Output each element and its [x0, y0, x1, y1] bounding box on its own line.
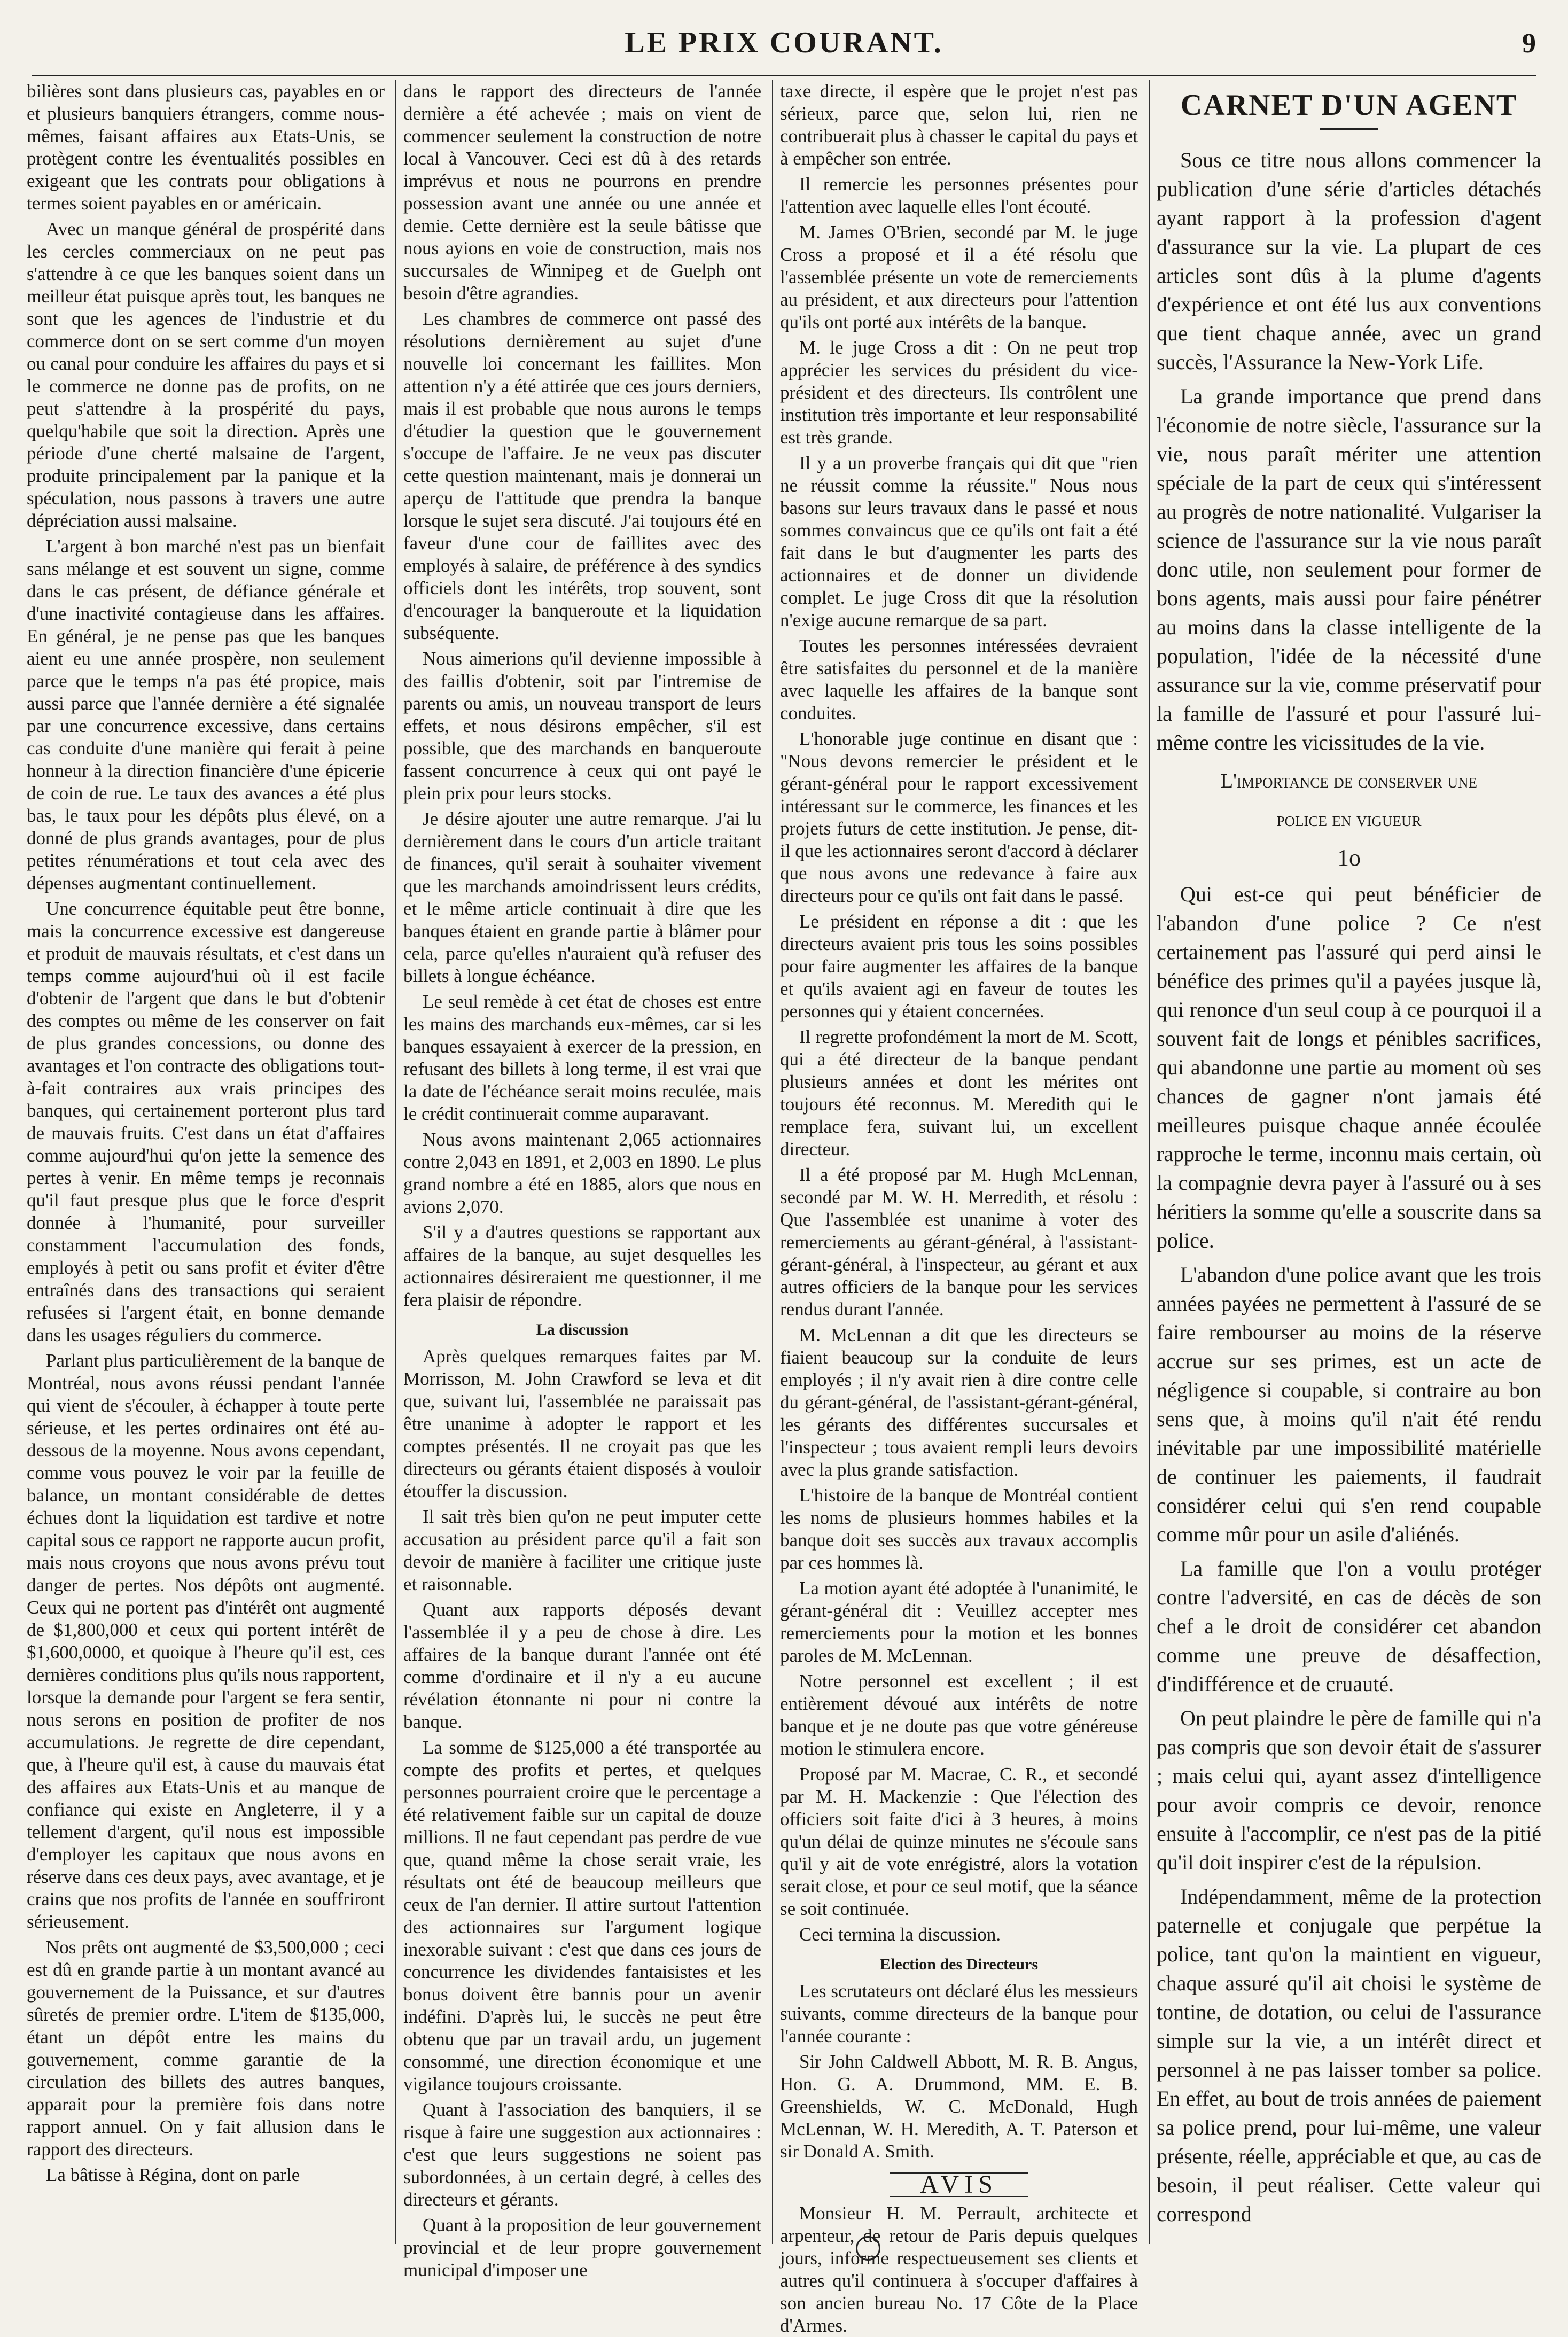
paragraph: Nos prêts ont augmenté de $3,500,000 ; ceci est dû en grande partie à un montant avancé au gouvernement de la Puissance, et sur d'autres sûretés de premier ordre. L'item de $135,000, étant un dépôt entre les mains du gouvernement, comme garantie de la circulation des billets des autres banques, apparait pour la première fois dans notre rapport annuel. On y fait allusion dans le rapport des directeurs. — [27, 1937, 385, 2160]
paragraph: Le seul remède à cet état de choses est entre les mains des marchands eux-mêmes, car si les banques essayaient à exercer de la pression, en refusant des billets à long terme, il est vrai que la date de l'échéance serait moins reculée, mais le crédit continuerait comme auparavant. — [403, 991, 761, 1124]
paragraph: Notre personnel est excellent ; il est entièrement dévoué aux intérêts de notre banque et je ne doute pas que votre généreuse motion le stimulera encore. — [780, 1671, 1138, 1759]
paragraph: La famille que l'on a voulu protéger contre l'adversité, en cas de décès de son chef a le droit de considérer cet abandon comme une preuve de désaffection, d'indifférence et de cruauté. — [1157, 1556, 1541, 1696]
paragraph: M. McLennan a dit que les directeurs se fiaient beaucoup sur la conduite de leurs employés ; il n'y avait rien à dire contre celle du gérant-général, de l'assistant-gérant-général, les gérants des différentes succursales et l'inspecteur ; tous avaient rempli leurs devoirs avec la plus grande satisfaction. — [780, 1325, 1138, 1480]
paragraph: Il a été proposé par M. Hugh McLennan, secondé par M. W. H. Merredith, et résolu : Que l'assemblée est unanime à voter des remerciements au gérant-général, à l'assistant-gérant-général, à l'inspecteur, au gérant et aux autres officiers de la banque pour les services rendus durant l'année. — [780, 1164, 1138, 1320]
paragraph: Les chambres de commerce ont passé des résolutions dernièrement au sujet d'une nouvelle loi concernant les faillites. Mon attention n'y a été attirée que ces jours derniers, mais il est probable que nous aurons le temps d'étudier la question que le gouvernement s'occupe de l'affaire. Je ne veux pas discuter cette question maintenant, mais je donnerai un aperçu de l'attitude que prendra la banque lorsque le sujet sera discuté. J'ai toujours été en faveur d'une cour de faillites avec des employés à salaire, de préférence à des syndics officiels dont les intérêts, trop souvent, sont d'encourager la banqueroute et la liquidation subséquente. — [403, 308, 761, 643]
paragraph: Quant à la proposition de leur gouvernement provincial et de leur propre gouvernement municipal d'imposer une — [403, 2215, 761, 2280]
paragraph: Après quelques remarques faites par M. Morrisson, M. John Crawford se leva et dit que, suivant lui, l'assemblée ne paraissait pas être unanime à adopter le rapport et les comptes présentés. Il ne croyait pas que les directeurs ou gérants étaient disposés à vouloir étouffer la discussion. — [403, 1346, 761, 1501]
column-rule — [1149, 80, 1150, 2244]
paragraph: Monsieur H. M. Perrault, architecte et arpenteur, de retour de Paris depuis quelques jours, informe respectueusement ses clients et autres qu'il continuera à s'occuper d'affaires à son ancien bureau No. 17 Côte de la Place d'Armes. — [780, 2203, 1138, 2336]
paragraph: Ceci termina la discussion. — [799, 1924, 1001, 1945]
subtitle-line-1: L'importance de conserver une — [1220, 770, 1478, 792]
title-rule — [1320, 128, 1378, 130]
column-1 — [27, 80, 385, 2249]
paragraph: Nous aimerions qu'il devienne impossible à des faillis d'obtenir, soit par l'intremise de parents ou amis, un nouveau transport de leurs effets, et nous désirons empêcher, s'il est possible, que des marchands en banqueroute fassent concurrence à ceux qui ont payé le plein prix pour leurs stocks. — [403, 648, 761, 804]
column-2 — [403, 80, 761, 2280]
paragraph: Il regrette profondément la mort de M. Scott, qui a été directeur de la banque pendant plusieurs années et dont les mérites ont toujours été reconnus. M. Meredith qui le remplace fera, suivant lui, un excellent directeur. — [780, 1026, 1138, 1159]
page-header — [32, 16, 1536, 76]
paragraph: Sous ce titre nous allons commencer la publication d'une série d'articles détachés ayant rapport à la profession d'agent d'assurance sur la vie. La plupart de ces articles sont dûs à la plume d'agents d'expérience et ont été lus aux conventions que tient chaque année, avec un grand succès, l'Assurance la New-York Life. — [1157, 148, 1541, 374]
section-heading-election: Election des Directeurs — [879, 1956, 1039, 1973]
paragraph: dans le rapport des directeurs de l'année dernière a été achevée ; mais on vient de commencer seulement la construction de notre local à Vancouver. Ceci est dû à des retards imprévus et nous ne pourrons en prendre possession avant une année ou une année et demie. Cette dernière est la seule bâtisse que nous ayions en voie de construction, mais nos succursales de Winnipeg et de Guelph ont besoin d'être agrandies. — [403, 81, 761, 303]
page-number: 9 — [1522, 28, 1536, 59]
section-number: 1o — [1337, 845, 1361, 871]
paragraph: La bâtisse à Régina, dont on parle — [46, 2164, 300, 2185]
paragraph: Quant aux rapports déposés devant l'assemblée il y a peu de chose à dire. Les affaires de la banque durant l'année ont été comme d'ordinaire et il n'y a eu aucune révélation étonnante ni pour ni contre la banque. — [403, 1599, 761, 1732]
article-title: CARNET D'UN AGENT — [1180, 89, 1518, 122]
paragraph: Il remercie les personnes présentes pour l'attention avec laquelle elles l'ont écouté. — [780, 174, 1138, 217]
paragraph: L'abandon d'une police avant que les trois années payées ne permettent à l'assuré de se faire rembourser au moins de la réserve accrue sur ses primes, est un acte de négligence si coupable, si contraire au bon sens que, à moins qu'il n'ait été rendu inévitable par une impossibilité matérielle de continuer les paiements, il faudrait considérer celui qui s'en rend coupable comme mûr pour un asile d'aliénés. — [1157, 1263, 1541, 1546]
paragraph: L'argent à bon marché n'est pas un bienfait sans mélange et est souvent un signe, comme dans le cas présent, de défiance générale et d'une inactivité contagieuse dans les affaires. En général, je ne pense pas que les banques aient eu une année prospère, non seulement parce que le temps n'a pas été propice, mais aussi parce que l'année dernière a été signalée par une concurrence excessive, dans certains cas conduite d'une manière qui ferait à peine honneur à la direction financière d'une épicerie de coin de rue. Le taux des avances a été plus bas, le taux pour les dépôts plus élevé, on a donné de plus grands avantages, pour de plus petites rénumérations et tout cela avec des dépenses augmentant continuellement. — [27, 536, 385, 893]
paragraph: Le président en réponse a dit : que les directeurs avaient pris tous les soins possibles pour faire augmenter les affaires de la banque et qu'ils avaient agi en faveur de toutes les personnes qui y étaient concernées. — [780, 911, 1138, 1022]
newspaper-title: LE PRIX COURANT. — [625, 26, 943, 59]
paragraph: La motion ayant été adoptée à l'unanimité, le gérant-général dit : Veuillez accepter mes remerciements pour la motion et les bonnes paroles de M. McLennan. — [780, 1578, 1138, 1666]
paragraph: Je désire ajouter une autre remarque. J'ai lu dernièrement dans le cours d'un article traitant de finances, qu'il serait à souhaiter vivement que les marchands amoindrissent leurs crédits, et le même article continuait à dire que les banques étaient en grande partie à blâmer pour cela, parce qu'elles n'auraient qu'à refuser des billets à longue échéance. — [403, 808, 761, 986]
paragraph: S'il y a d'autres questions se rapportant aux affaires de la banque, au sujet desquelles les actionnaires désireraient me questionner, il me fera plaisir de répondre. — [403, 1222, 761, 1310]
paragraph: La grande importance que prend dans l'économie de notre siècle, l'assurance sur la vie, nous paraît mériter une attention spéciale de la part de ceux qui s'intéressent au progrès de notre nationalité. Vulgariser la science de l'assurance sur la vie nous paraît donc utile, non seulement pour former de bons agents, mais aussi pour faire pénétrer au moins dans la classe intelligente de la population, l'idée de la nécessité d'une assurance sur la vie, comme préservatif pour la famille de l'assuré et pour l'assuré lui-même contre les vicissitudes de la vie. — [1157, 384, 1541, 754]
paragraph: M. le juge Cross a dit : On ne peut trop apprécier les services du président du vice-président et des directeurs. Ils contrôlent une institution très importante et leur responsabilité est très grande. — [780, 337, 1138, 448]
paragraph: L'honorable juge continue en disant que : "Nous devons remercier le président et le gérant-général pour le rapport excessivement intéressant sur le commerce, les finances et les projets futurs de cette institution. Je pense, dit-il que les actionnaires seront d'accord à déclarer que nous avons une redevance à faire aux directeurs pour ce qu'ils ont fait dans le passé. — [780, 728, 1138, 906]
paragraph: Il y a un proverbe français qui dit que "rien ne réussit comme la réussite." Nous nous basons sur leurs travaux dans le passé et nous sommes convaincus que ce qu'ils ont fait a été fait dans le but d'augmenter les parts des actionnaires et de donner un dividende complet. Le juge Cross dit que la résolution n'exige aucune remarque de sa part. — [780, 453, 1138, 630]
paragraph: Les scrutateurs ont déclaré élus les messieurs suivants, comme directeurs de la banque pour l'année courante : — [780, 1981, 1138, 2046]
notice-heading: AVIS — [890, 2172, 1028, 2197]
section-heading-discussion: La discussion — [536, 1321, 629, 1338]
column-4 — [1157, 80, 1541, 2249]
paragraph: Sir John Caldwell Abbott, M. R. B. Angus, Hon. G. A. Drummond, MM. E. B. Greenshields, W. C. McDonald, Hugh McLennan, W. H. Meredith, A. T. Paterson et sir Donald A. Smith. — [780, 2051, 1138, 2162]
column-rule — [395, 80, 396, 2244]
paragraph: Parlant plus particulièrement de la banque de Montréal, nous avons réussi pendant l'année qui vient de s'écouler, à échapper à toute perte sérieuse, et les pertes ordinaires ont été au-dessous de la moyenne. Nous avons cependant, comme vous pouvez le voir par la feuille de balance, un montant considérable de dettes échues dont la liquidation est tardive et notre capital sous ce rapport ne rapporte aucun profit, mais nous croyons que nous avons prévu tout danger de pertes. Nos dépôts ont augmenté. Ceux qui ne portent pas d'intérêt ont augmenté de $1,800,000 et ceux qui portent intérêt de $1,600,0000, et quoique à l'heure qu'il est, ces dernières conditions plus qu'ils nous rapportent, lorsque la demande pour l'argent se fera sentir, nous serons en position de profiter de nos accumulations. Je regrette de dire cependant, que, à l'heure qu'il est, à cause du mauvais état des affaires aux Etats-Unis et au manque de confiance qui existe en Angleterre, il y a tellement d'argent, qu'il nous est impossible d'employer les capitaux que nous avons en réserve dans ces deux pays, avec avantage, et je crains que nos profits de l'année en souffriront sérieusement. — [27, 1350, 385, 1932]
paragraph: Une concurrence équitable peut être bonne, mais la concurrence excessive est dangereuse et produit de mauvais résultats, et c'est dans un temps comme aujourd'hui où il est facile d'obtenir de l'argent que dans le but d'obtenir des comptes ou même de les conserver on fait de plus grandes concessions, ou donne des avantages et l'on contracte des obligations tout-à-fait contraires aux vrais principes des banques, qui certainement porteront plus tard de mauvais fruits. C'est dans un état d'affaires comme aujourd'hui qu'on jette la semence des pertes à venir. En même temps je reconnais qu'il faut presque plus que le force d'esprit donnée à l'humanité, pour surveiller constamment l'accumulation des fonds, employés à petit ou sans profit et éviter d'être entraînés dans des transactions qui seraient refusées si l'argent était, en bonne demande dans les usages réguliers du commerce. — [27, 898, 385, 1345]
column-rule — [772, 80, 773, 2244]
paragraph: Quant à l'association des banquiers, il se risque à faire une suggestion aux actionnaires : c'est que leurs suggestions ne soient pas subordonnées, à un certain degré, à celles des directeurs et gérants. — [403, 2099, 761, 2210]
paragraph: On peut plaindre le père de famille qui n'a pas compris que son devoir était de s'assurer ; mais celui qui, ayant assez d'intelligence pour avoir compris ce devoir, renonce ensuite à l'accomplir, ce n'est pas de la pitié qu'il doit inspirer c'est de la répulsion. — [1157, 1706, 1541, 1874]
paragraph: Toutes les personnes intéressées devraient être satisfaites du personnel et de la manière avec laquelle les affaires de la banque sont conduites. — [780, 635, 1138, 723]
paragraph: L'histoire de la banque de Montréal contient les noms de plusieurs hommes habiles et la banque doit ses succès aux travaux accomplis par ces hommes là. — [780, 1485, 1138, 1573]
paragraph: Proposé par M. Macrae, C. R., et secondé par M. H. Mackenzie : Que l'élection des officiers soit faite d'ici à 3 heures, à moins qu'un délai de quinze minutes ne s'écoule sans qu'il y ait de vote enrégistré, alors la votation serait close, et pour ce seul motif, que la séance se soit continuée. — [780, 1764, 1138, 1919]
column-3 — [780, 80, 1138, 2336]
printer-mark-icon — [856, 2236, 880, 2261]
paragraph: Qui est-ce qui peut bénéficier de l'abandon d'une police ? Ce n'est certainement pas l'assuré qui perd ainsi le bénéfice des primes qu'il a payées jusque là, qui renonce d'un seul coup à ce pourquoi il a souvent fait de longs et pénibles sacrifices, qui abandonne une partie au moment où ses chances de gagner n'ont jamais été meilleures puisque chaque année écoulée rapproche le terme, inconnu mais certain, où la compagnie devra payer à l'assuré ou à ses héritiers la somme qu'elle a souscrite dans sa police. — [1157, 882, 1541, 1252]
paragraph: taxe directe, il espère que le projet n'est pas sérieux, parce que, selon lui, rien ne contribuerait plus à chasser le capital du pays et à empêcher son entrée. — [780, 81, 1138, 169]
paragraph: La somme de $125,000 a été transportée au compte des profits et pertes, et quelques personnes pourraient croire que le percentage a été relativement faible sur un capital de douze millions. Il ne faut cependant pas perdre de vue que, quand même la chose serait vraie, les résultats ont été de beaucoup meilleurs que ceux de l'an dernier. Il attire surtout l'attention des actionnaires sur l'argument logique inexorable suivant : c'est que dans ces jours de concurrence les dividendes fantaisistes et les bonus doivent être bannis pour un avenir indéfini. D'après lui, le succès ne peut être obtenu que par un travail ardu, un jugement consommé, une direction économique et une vigilance toujours croissante. — [403, 1737, 761, 2094]
paragraph: Il sait très bien qu'on ne peut imputer cette accusation au président parce qu'il a fait son devoir de manière à faciliter une critique juste et raisonnable. — [403, 1506, 761, 1594]
subtitle-line-2: police en vigueur — [1276, 808, 1422, 831]
paragraph: bilières sont dans plusieurs cas, payables en or et plusieurs banquiers étrangers, comme nous-mêmes, faisant affaires aux Etats-Unis, se protègent contre les éventualités possibles en exigeant que les contrats pour obligations à termes soient payables en or américain. — [27, 81, 385, 214]
paragraph: Avec un manque général de prospérité dans les cercles commerciaux on ne peut pas s'attendre à ce que les banques soient dans un meilleur état puisque après tout, les banques ne sont que les agences de l'industrie et du commerce dont on se sert comme d'un moyen ou canal pour conduire les affaires du pays et si le commerce ne donne pas de profits, on ne peut s'attendre à la prospérité du pays, quelqu'habile que soit la direction. Après une période d'une cherté malsaine de l'argent, produite principalement par la panique et la spéculation, nous passons à travers une autre dépréciation aussi malsaine. — [27, 219, 385, 531]
paragraph: Nous avons maintenant 2,065 actionnaires contre 2,043 en 1891, et 2,003 en 1890. Le plus grand nombre a été en 1885, alors que nous en avions 2,070. — [403, 1129, 761, 1217]
paragraph: M. James O'Brien, secondé par M. le juge Cross a proposé et il a été résolu que l'assemblée présente un vote de remerciements au président, et aux directeurs pour l'attention qu'ils ont porté aux intérêts de la banque. — [780, 222, 1138, 332]
paragraph: Indépendamment, même de la protection paternelle et conjugale que perpétue la police, tant qu'on la maintient en vigueur, chaque assuré qu'il ait choisi le système de tontine, de dotation, ou celui de l'assurance simple sur la vie, a un intérêt direct et personnel à ne pas laisser tomber sa police. En effet, au bout de trois années de paiement sa police prend, pour lui-même, une valeur présente, réelle, appréciable et que, au cas de besoin, il peut réaliser. Cette valeur qui correspond — [1157, 1884, 1541, 2226]
